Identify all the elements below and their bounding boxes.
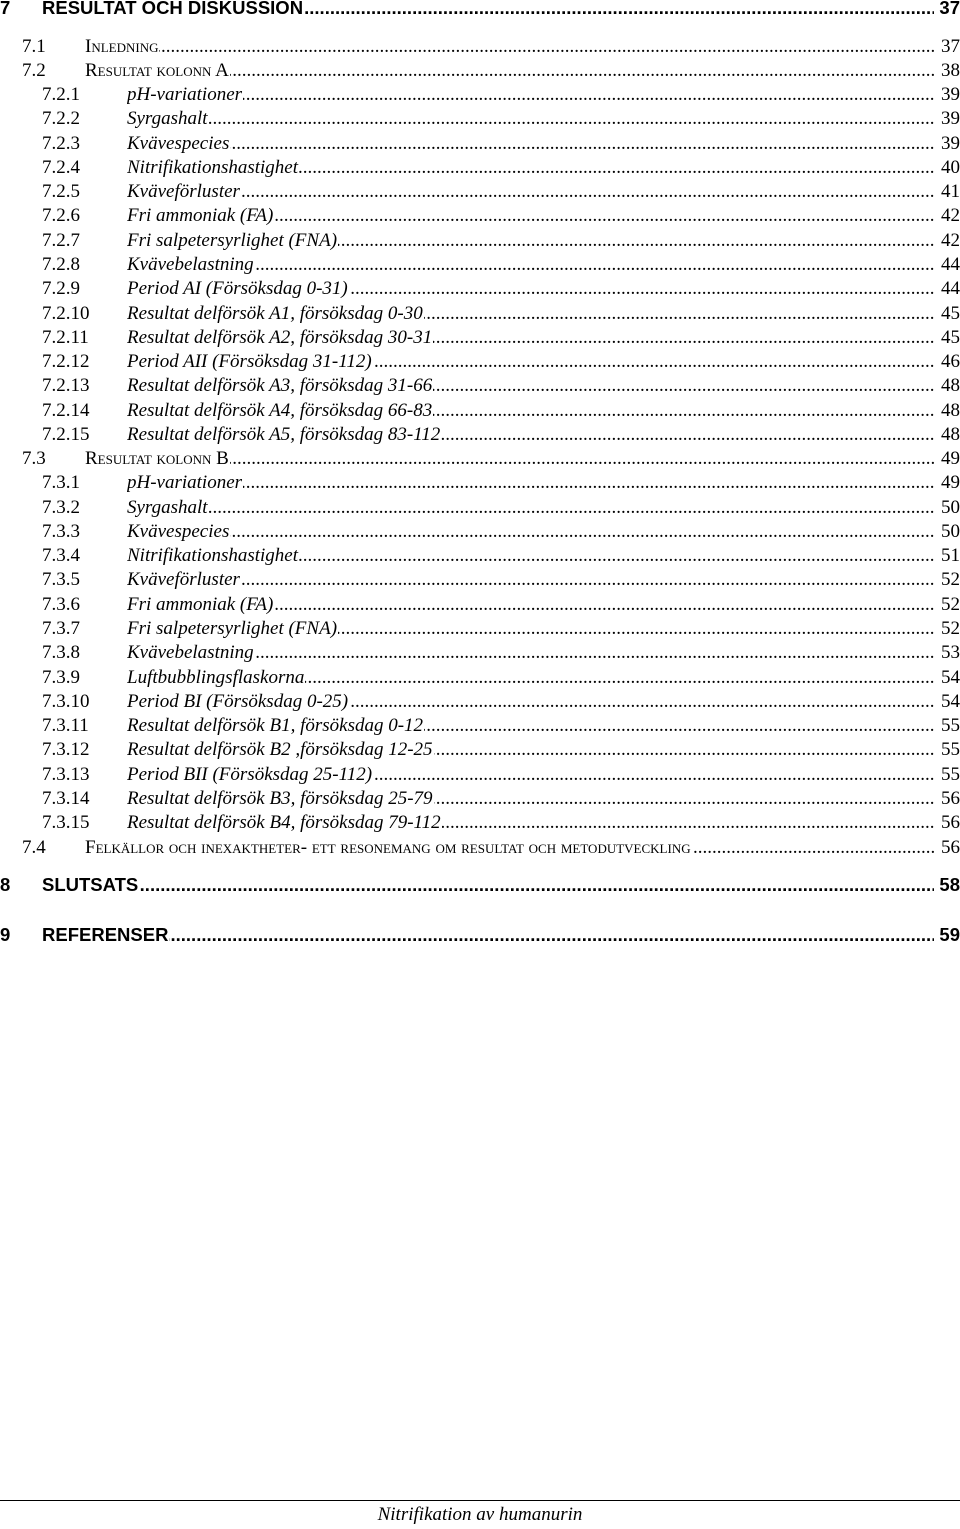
toc-entry[interactable] — [0, 762, 960, 788]
toc-entry-page-number: 59 — [934, 922, 960, 948]
toc-entry-title-text: Resultat delförsök A3, försöksdag 31-66 — [127, 375, 433, 396]
toc-entry-page-number: 56 — [934, 835, 960, 861]
toc-entry[interactable] — [0, 373, 960, 399]
toc-entry-number: 7.3.11 — [42, 715, 89, 736]
toc-entry-title-text: Kvävespecies — [127, 133, 230, 154]
toc-entry-title-text: Syrgashalt — [127, 108, 208, 129]
toc-entry[interactable] — [0, 810, 960, 836]
toc-entry-title[interactable] — [85, 446, 934, 472]
toc-entry[interactable] — [0, 252, 960, 278]
toc-entry-page-number: 39 — [934, 106, 960, 132]
toc-entry[interactable] — [0, 519, 960, 545]
toc-entry-title-text: REFERENSER — [42, 924, 169, 945]
toc-entry-title[interactable] — [127, 689, 934, 715]
toc-entry-number: 7.2.10 — [42, 303, 90, 324]
toc-entry-page-number: 45 — [934, 301, 960, 327]
toc-entry-page-number: 54 — [934, 689, 960, 715]
toc-entry-number: 7.2.13 — [42, 375, 90, 396]
toc-entry-page-number: 55 — [934, 737, 960, 763]
toc-entry[interactable] — [0, 689, 960, 715]
toc-entry-title[interactable] — [85, 58, 934, 84]
toc-entry[interactable] — [0, 665, 960, 691]
toc-entry[interactable] — [0, 737, 960, 763]
toc-entry-page-number: 52 — [934, 592, 960, 618]
toc-entry-title[interactable] — [127, 203, 934, 229]
toc-entry-title[interactable] — [127, 810, 934, 836]
toc-entry-title-text: Resultat kolonn A — [85, 60, 229, 81]
toc-entry-number: 7.2.15 — [42, 424, 90, 445]
toc-entry-title-text: Period AII (Försöksdag 31-112) — [127, 351, 372, 372]
toc-entry-page-number: 48 — [934, 398, 960, 424]
toc-entry-title[interactable] — [127, 640, 934, 666]
toc-entry-title-text: Resultat delförsök A4, försöksdag 66-83 — [127, 400, 433, 421]
toc-entry-number: 7.2 — [22, 60, 46, 81]
toc-entry-number: 7.2.1 — [42, 84, 80, 105]
toc-entry[interactable] — [0, 276, 960, 302]
toc-entry-title[interactable] — [127, 422, 934, 448]
toc-entry-title-text: Kväveförluster — [127, 569, 240, 590]
toc-entry-page-number: 39 — [934, 131, 960, 157]
toc-entry[interactable] — [0, 34, 960, 60]
toc-entry-page-number: 56 — [934, 786, 960, 812]
toc-entry-number: 7.2.7 — [42, 230, 80, 251]
toc-entry-title-text: Fri salpetersyrlighet (FNA) — [127, 618, 338, 639]
toc-entry[interactable] — [0, 0, 960, 21]
toc-entry-number: 8 — [0, 874, 11, 895]
toc-entry-number: 7.3.4 — [42, 545, 80, 566]
toc-entry-title-text: Period BII (Försöksdag 25-112) — [127, 764, 373, 785]
footer-divider — [0, 1500, 960, 1501]
toc-entry-title-text: Kvävebelastning — [127, 254, 254, 275]
toc-entry-title[interactable] — [85, 835, 934, 861]
toc-entry-number: 7.3.14 — [42, 788, 90, 809]
toc-entry-title-text: Period AI (Försöksdag 0-31) — [127, 278, 348, 299]
toc-entry-number: 7.3.5 — [42, 569, 80, 590]
toc-entry-title-text: Fri ammoniak (FA) — [127, 594, 274, 615]
toc-entry-page-number: 37 — [934, 34, 960, 60]
toc-entry-number: 7.3.7 — [42, 618, 80, 639]
toc-entry-page-number: 54 — [934, 665, 960, 691]
toc-entry-number: 7.2.3 — [42, 133, 80, 154]
toc-entry-title-text: Syrgashalt — [127, 497, 208, 518]
toc-entry[interactable] — [0, 179, 960, 205]
toc-entry-number: 7.2.5 — [42, 181, 80, 202]
toc-entry[interactable] — [0, 301, 960, 327]
toc-entry-title[interactable] — [127, 106, 934, 132]
toc-entry[interactable] — [0, 495, 960, 521]
toc-entry-title-text: Resultat delförsök B4, försöksdag 79-112 — [127, 812, 441, 833]
toc-entry[interactable] — [0, 228, 960, 254]
toc-entry-title[interactable] — [127, 155, 934, 181]
toc-entry-number: 7.2.6 — [42, 205, 80, 226]
toc-entry-title[interactable] — [127, 737, 934, 763]
toc-entry-page-number: 37 — [934, 0, 960, 21]
toc-entry[interactable] — [0, 422, 960, 448]
toc-entry-number: 7.3 — [22, 448, 46, 469]
toc-entry-title[interactable] — [127, 179, 934, 205]
toc-entry-title[interactable] — [42, 922, 934, 948]
toc-entry-title[interactable] — [127, 713, 934, 739]
toc-entry-page-number: 45 — [934, 325, 960, 351]
toc-entry-title[interactable] — [127, 82, 934, 108]
toc-entry-title-text: pH-variationer — [127, 84, 243, 105]
toc-entry-number: 7.3.2 — [42, 497, 80, 518]
toc-entry-title[interactable] — [127, 470, 934, 496]
toc-entry-title-text: Resultat delförsök B1, försöksdag 0-12 — [127, 715, 424, 736]
toc-entry-title[interactable] — [127, 301, 934, 327]
toc-entry-title-text: Fri ammoniak (FA) — [127, 205, 274, 226]
toc-entry-page-number: 58 — [934, 872, 960, 898]
toc-entry[interactable] — [0, 446, 960, 472]
footer-text: Nitrifikation av humanurin — [377, 1504, 583, 1525]
toc-entry[interactable] — [0, 922, 960, 948]
toc-entry-title-text: Resultat delförsök B3, försöksdag 25-79 — [127, 788, 433, 809]
toc-entry-number: 7.2.4 — [42, 157, 80, 178]
toc-entry-page-number: 50 — [934, 519, 960, 545]
toc-entry-title[interactable] — [85, 34, 934, 60]
toc-entry-page-number: 50 — [934, 495, 960, 521]
toc-entry-page-number: 52 — [934, 567, 960, 593]
toc-entry-page-number: 49 — [934, 446, 960, 472]
toc-entry[interactable] — [0, 872, 960, 898]
toc-entry[interactable] — [0, 592, 960, 618]
toc-entry-number: 7 — [0, 0, 11, 18]
toc-entry-number: 7.3.15 — [42, 812, 90, 833]
toc-entry[interactable] — [0, 616, 960, 642]
toc-entry-page-number: 40 — [934, 155, 960, 181]
toc-entry-number: 7.3.3 — [42, 521, 80, 542]
toc-entry[interactable] — [0, 786, 960, 812]
toc-entry-title-text: Kvävespecies — [127, 521, 230, 542]
toc-entry-title-text: SLUTSATS — [42, 874, 139, 895]
toc-entry-title[interactable] — [127, 786, 934, 812]
toc-entry-page-number: 44 — [934, 276, 960, 302]
toc-entry-page-number: 51 — [934, 543, 960, 569]
toc-entry-title[interactable] — [127, 543, 934, 569]
toc-entry-title[interactable] — [127, 252, 934, 278]
toc-entry-number: 7.2.2 — [42, 108, 80, 129]
toc-entry[interactable] — [0, 203, 960, 229]
toc-entry-number: 9 — [0, 924, 11, 945]
toc-entry-title-text: Resultat delförsök A1, försöksdag 0-30 — [127, 303, 423, 324]
toc-entry[interactable] — [0, 106, 960, 132]
toc-entry-number: 7.2.8 — [42, 254, 80, 275]
toc-entry-page-number: 46 — [934, 349, 960, 375]
toc-entry-title[interactable] — [127, 495, 934, 521]
toc-entry-page-number: 39 — [934, 82, 960, 108]
toc-entry-title[interactable] — [127, 276, 934, 302]
toc-entry-title[interactable] — [127, 228, 934, 254]
toc-entry-number: 7.2.14 — [42, 400, 90, 421]
toc-entry-number: 7.2.12 — [42, 351, 90, 372]
toc-entry-page-number: 52 — [934, 616, 960, 642]
toc-entry-title-text: Period BI (Försöksdag 0-25) — [127, 691, 349, 712]
toc-entry-title-text: pH-variationer — [127, 472, 243, 493]
toc-entry-number: 7.3.12 — [42, 739, 90, 760]
toc-entry-number: 7.3.9 — [42, 667, 80, 688]
toc-entry-title[interactable] — [42, 872, 934, 898]
toc-entry[interactable] — [0, 155, 960, 181]
toc-entry-page-number: 42 — [934, 228, 960, 254]
toc-entry[interactable] — [0, 58, 960, 84]
toc-entry-number: 7.1 — [22, 36, 46, 57]
toc-entry-number: 7.3.10 — [42, 691, 90, 712]
toc-entry-number: 7.4 — [22, 837, 46, 858]
toc-entry[interactable] — [0, 398, 960, 424]
toc-entry-title-text: Luftbubblingsflaskorna — [127, 667, 305, 688]
toc-entry-number: 7.3.6 — [42, 594, 80, 615]
toc-entry-title[interactable] — [127, 349, 934, 375]
toc-entry-page-number: 48 — [934, 422, 960, 448]
toc-entry-number: 7.3.8 — [42, 642, 80, 663]
toc-entry-page-number: 55 — [934, 762, 960, 788]
toc-entry-page-number: 42 — [934, 203, 960, 229]
toc-entry-title-text: Inledning — [85, 36, 159, 57]
toc-entry-title[interactable] — [127, 665, 934, 691]
toc-entry-title[interactable] — [127, 567, 934, 593]
toc-entry[interactable] — [0, 325, 960, 351]
toc-entry-title[interactable] — [127, 325, 934, 351]
toc-entry[interactable] — [0, 349, 960, 375]
toc-entry-page-number: 38 — [934, 58, 960, 84]
toc-entry-title[interactable] — [127, 592, 934, 618]
toc-entry-title-text: Resultat kolonn B — [85, 448, 229, 469]
toc-entry[interactable] — [0, 640, 960, 666]
toc-entry-title-text: RESULTAT OCH DISKUSSION — [42, 0, 304, 18]
toc-entry[interactable] — [0, 470, 960, 496]
toc-entry-title-text: Nitrifikationshastighet — [127, 545, 299, 566]
toc-entry-title-text: Fri salpetersyrlighet (FNA) — [127, 230, 338, 251]
toc-entry-title[interactable] — [42, 0, 934, 21]
toc-entry-page-number: 44 — [934, 252, 960, 278]
toc-entry[interactable] — [0, 131, 960, 157]
toc-entry-title-text: Nitrifikationshastighet — [127, 157, 299, 178]
toc-entry-page-number: 48 — [934, 373, 960, 399]
toc-entry-page-number: 53 — [934, 640, 960, 666]
toc-entry-page-number: 55 — [934, 713, 960, 739]
toc-entry-title[interactable] — [127, 131, 934, 157]
toc-entry-title-text: Resultat delförsök B2 ,försöksdag 12-25 — [127, 739, 433, 760]
toc-entry-page-number: 56 — [934, 810, 960, 836]
toc-entry-title-text: Kvävebelastning — [127, 642, 254, 663]
toc-entry-title-text: Felkällor och inexaktheter- ett resonemang om resultat och metodutveckling — [85, 837, 691, 858]
toc-entry-page-number: 49 — [934, 470, 960, 496]
toc-entry-title[interactable] — [127, 762, 934, 788]
toc-entry[interactable] — [0, 82, 960, 108]
toc-entry-title-text: Kväveförluster — [127, 181, 240, 202]
toc-entry[interactable] — [0, 835, 960, 861]
toc-entry-number: 7.3.1 — [42, 472, 80, 493]
toc-entry-title-text: Resultat delförsök A2, försöksdag 30-31 — [127, 327, 433, 348]
toc-entry[interactable] — [0, 567, 960, 593]
toc-entry-title[interactable] — [127, 616, 934, 642]
toc-entry[interactable] — [0, 543, 960, 569]
toc-entry-title[interactable] — [127, 373, 934, 399]
toc-entry-number: 7.2.11 — [42, 327, 89, 348]
toc-entry-title[interactable] — [127, 398, 934, 424]
toc-entry-number: 7.2.9 — [42, 278, 80, 299]
toc-entry-number: 7.3.13 — [42, 764, 90, 785]
toc-entry-title-text: Resultat delförsök A5, försöksdag 83-112 — [127, 424, 441, 445]
toc-entry-page-number: 41 — [934, 179, 960, 205]
toc-entry[interactable] — [0, 713, 960, 739]
toc-entry-title[interactable] — [127, 519, 934, 545]
